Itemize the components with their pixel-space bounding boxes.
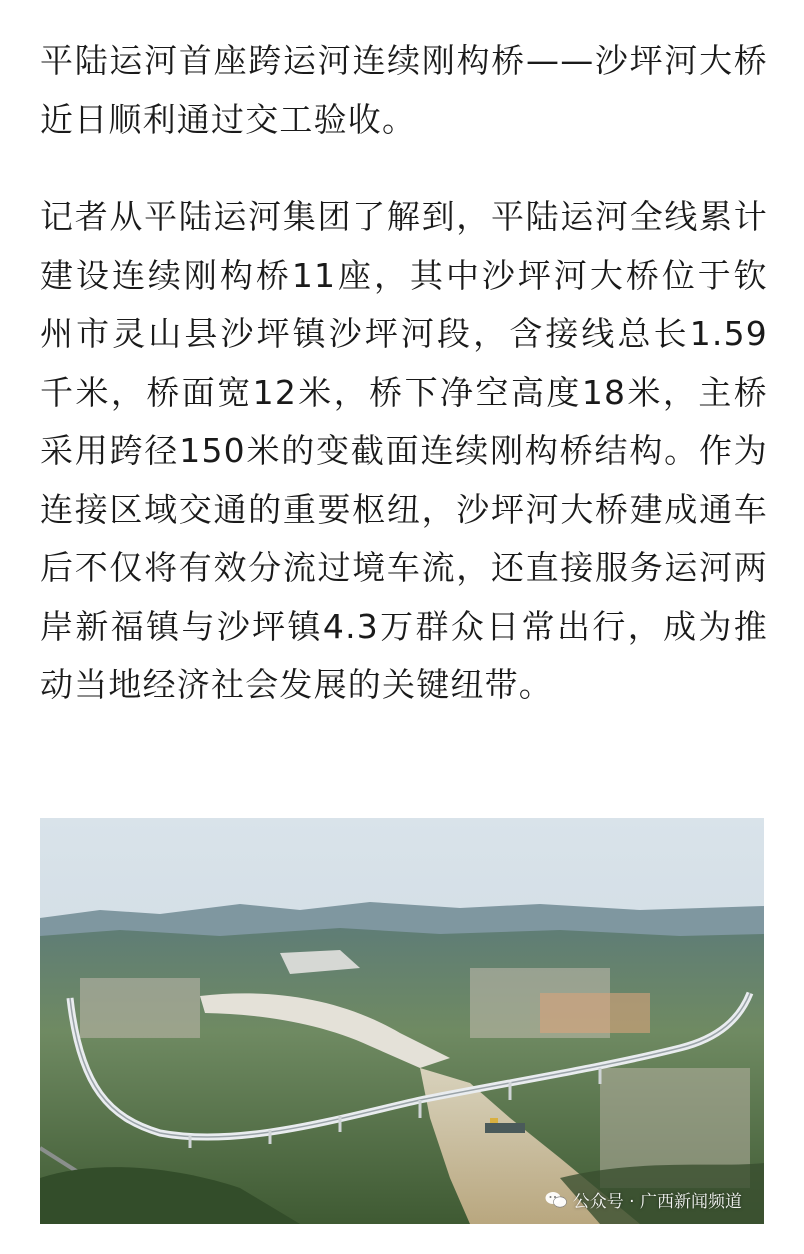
bridge-aerial-photo bbox=[40, 818, 764, 1224]
lead-paragraph: 平陆运河首座跨运河连续刚构桥——沙坪河大桥近日顺利通过交工验收。 bbox=[40, 41, 768, 139]
watermark bbox=[545, 1187, 742, 1212]
body-paragraph: 记者从平陆运河集团了解到，平陆运河全线累计建设连续刚构桥11座，其中沙坪河大桥位于钦州市灵山县沙坪镇沙坪河段，含接线总长1.59千米，桥面宽12米，桥下净空高度18米，主桥采用跨径150米的变截面连续刚构桥结构。作为连接区域交通的重要枢纽，沙坪河大桥建成通车后不仅将有效分流过境车流，还直接服务运河两岸新福镇与沙坪镇4.3万群众日常出行，成为推动当地经济社会发展的关键纽带。 bbox=[40, 197, 768, 704]
watermark-text: 公众号 · 广西新闻频道 bbox=[572, 1192, 742, 1212]
wechat-icon bbox=[545, 1191, 567, 1209]
